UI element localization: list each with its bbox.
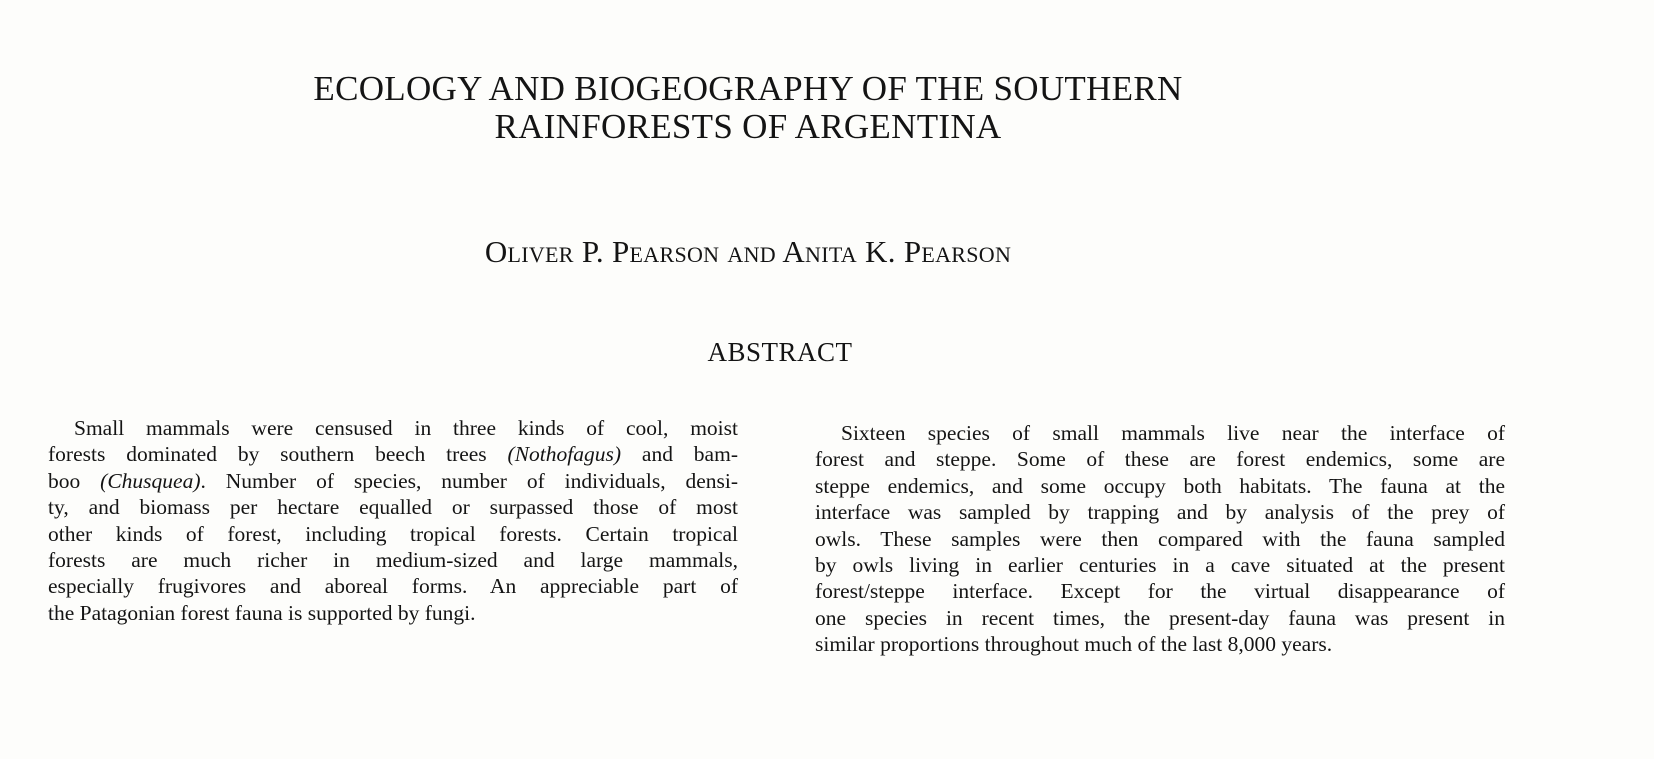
text-line: steppe endemics, and some occupy both habitats. The fauna at the bbox=[815, 473, 1505, 498]
text-line: other kinds of forest, including tropical forests. Certain tropical bbox=[48, 521, 738, 546]
abstract-right-column bbox=[815, 420, 1505, 658]
abstract-left-column bbox=[48, 415, 738, 626]
text-line bbox=[48, 468, 738, 494]
text-line: owls. These samples were then compared with the fauna sampled bbox=[815, 526, 1505, 551]
italic-taxon: (Nothofagus) bbox=[507, 442, 622, 467]
text: forests dominated by southern beech trees bbox=[48, 442, 508, 467]
text: and bam- bbox=[621, 442, 738, 467]
text-line: forest and steppe. Some of these are forest endemics, some are bbox=[815, 447, 1505, 472]
text-line: similar proportions throughout much of the last 8,000 years. bbox=[815, 632, 1333, 657]
text-line: forests are much richer in medium-sized and large mammals, bbox=[48, 548, 738, 573]
abstract-heading: ABSTRACT bbox=[707, 337, 853, 367]
text-line: ty, and biomass per hectare equalled or surpassed those of most bbox=[48, 495, 738, 520]
text-line: one species in recent times, the present-day fauna was present in bbox=[815, 605, 1505, 630]
text-line: by owls living in earlier centuries in a cave situated at the present bbox=[815, 553, 1505, 578]
text-line: forest/steppe interface. Except for the virtual disappearance of bbox=[815, 579, 1505, 604]
text-line: Sixteen species of small mammals live near the interface of bbox=[841, 421, 1505, 445]
text: boo bbox=[48, 468, 101, 493]
authors: Oliver P. Pearson and Anita K. Pearson bbox=[484, 234, 1012, 269]
paper-title-line-2: RAINFORESTS OF ARGENTINA bbox=[494, 107, 1002, 146]
italic-taxon: (Chusquea) bbox=[100, 468, 201, 493]
paper-title-line-1: ECOLOGY AND BIOGEOGRAPHY OF THE SOUTHERN bbox=[313, 69, 1183, 108]
text-line: Small mammals were censused in three kinds of cool, moist bbox=[74, 416, 738, 440]
text-line bbox=[48, 441, 738, 467]
text-line: especially frugivores and aboreal forms. An appreciable part of bbox=[48, 574, 738, 599]
text-line: the Patagonian forest fauna is supported by fungi. bbox=[48, 600, 476, 625]
text: . Number of species, number of individuals, densi- bbox=[200, 468, 738, 493]
text-line: interface was sampled by trapping and by analysis of the prey of bbox=[815, 500, 1505, 525]
